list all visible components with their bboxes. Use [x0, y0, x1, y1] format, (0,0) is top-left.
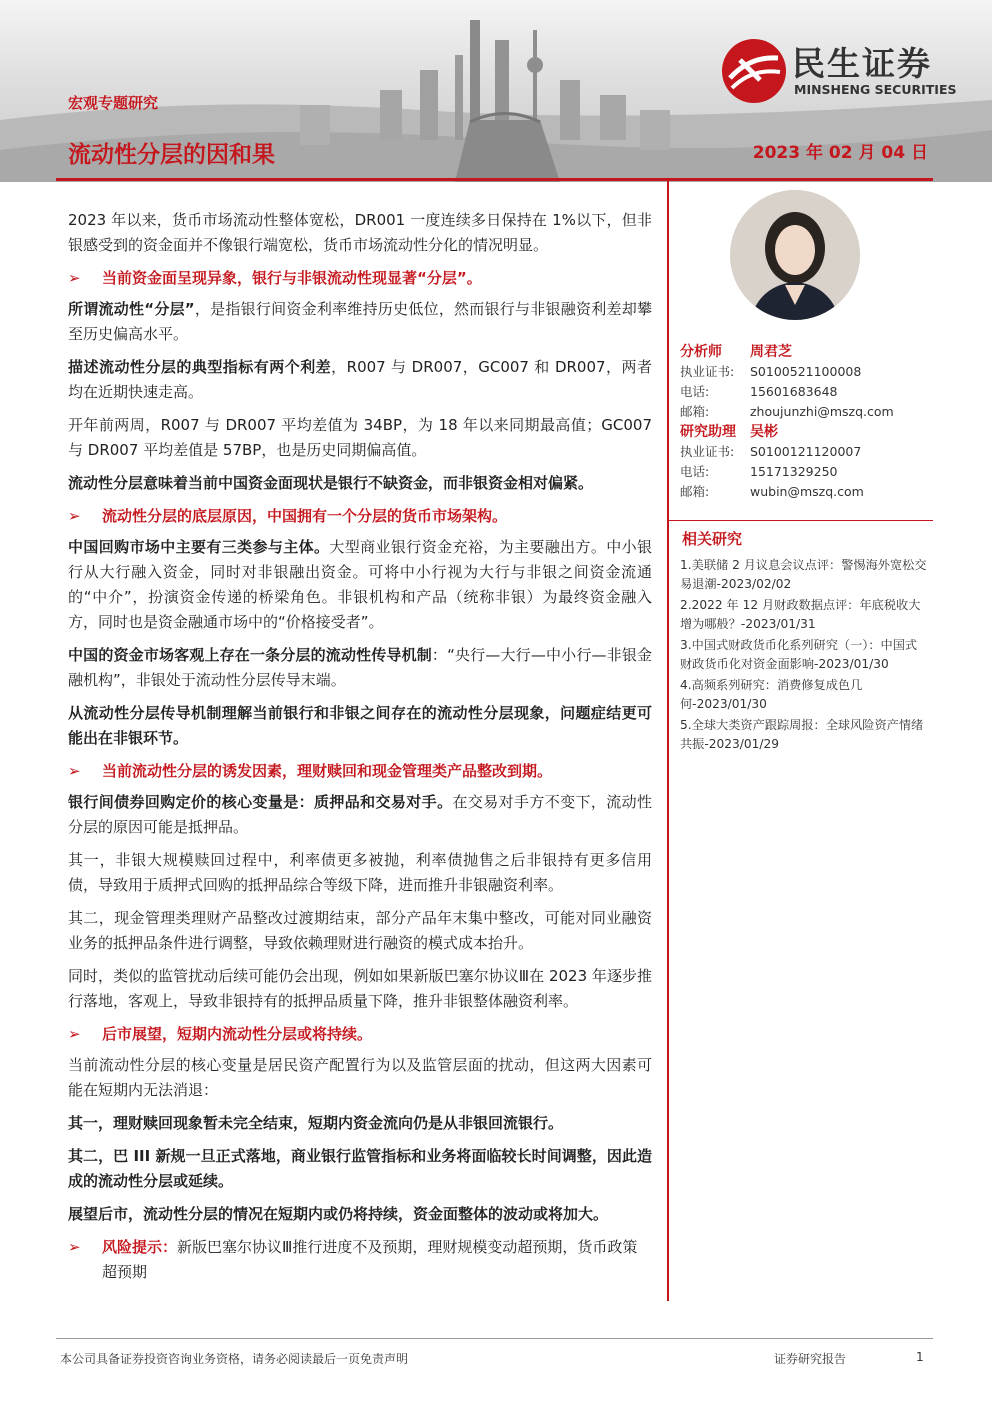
arrow-bullet-icon: ➢ — [68, 1025, 81, 1043]
report-title: 流动性分层的因和果 — [68, 142, 275, 168]
paragraph: 其一，非银大规模赎回过程中，利率债更多被抛，利率债抛售之后非银持有更多信用债，导致用于质押式回购的抵押品综合等级下降，进而推升非银融资利率。 — [68, 851, 652, 894]
brand-name-en: MINSHENG SECURITIES — [794, 82, 957, 97]
analyst-photo — [730, 190, 860, 320]
paragraph: 所谓流动性“分层”，是指银行间资金利率维持历史低位，然而银行与非银融资利差却攀至历史偏高水平。 — [68, 300, 652, 343]
header-banner — [0, 0, 992, 182]
assistant-email-row: 邮箱: wubin@mszq.com — [680, 482, 932, 502]
related-research-list — [680, 556, 928, 756]
related-item[interactable]: 2.2022 年 12 月财政数据点评：年底税收大增为哪般？-2023/01/31 — [680, 598, 921, 631]
paragraph: 从流动性分层传导机制理解当前银行和非银之间存在的流动性分层现象，问题症结更可能出在非银环节。 — [68, 704, 652, 747]
paragraph: 开年前两周，R007 与 DR007 平均差值为 34BP，为 18 年以来同期最高值；GC007 与 DR007 平均差值是 57BP，也是历史同期偏高值。 — [68, 416, 652, 459]
related-item[interactable]: 1.美联储 2 月议息会议点评：警惕海外宽松交易退潮-2023/02/02 — [680, 558, 927, 591]
page-number: 1 — [916, 1350, 924, 1364]
analyst-role-row: 分析师 周君芝 — [680, 344, 792, 360]
header-divider — [56, 178, 933, 181]
assistant-role-row: 研究助理 吴彬 — [680, 424, 778, 440]
paragraph: 其一，理财赎回现象暂未完全结束，短期内资金流向仍是从非银回流银行。 — [68, 1114, 564, 1132]
arrow-bullet-icon: ➢ — [68, 762, 81, 780]
email-link[interactable]: wubin@mszq.com — [750, 484, 864, 499]
highlight-point: ➢ 当前流动性分层的诱发因素，理财赎回和现金管理类产品整改到期。 — [68, 759, 652, 784]
analyst-cert-row: 执业证书: S0100521100008 — [680, 364, 862, 379]
assistant-phone-row: 电话: 15171329250 — [680, 464, 838, 479]
footer-divider — [56, 1338, 933, 1339]
paragraph: 其二，巴 III 新规一旦正式落地，商业银行监管指标和业务将面临较长时间调整，因此造成的流动性分层或延续。 — [68, 1147, 652, 1190]
analyst-phone-row: 电话: 15601683648 — [680, 384, 838, 399]
paragraph: 描述流动性分层的典型指标有两个利差，R007 与 DR007，GC007 和 DR007，两者均在近期快速走高。 — [68, 358, 652, 401]
paragraph: 流动性分层意味着当前中国资金面现状是银行不缺资金，而非银资金相对偏紧。 — [68, 474, 594, 492]
paragraph: 中国回购市场中主要有三类参与主体。大型商业银行资金充裕，为主要融出方。中小银行从大行融入资金，同时对非银融出资金。可将中小行视为大行与非银之间资金流通的“中介”，扮演资金传递的桥梁角色。非银机构和产品（统称非银）为最终资金融入方，同时也是资金融通市场中的“价格接受者”。 — [68, 538, 652, 631]
arrow-bullet-icon: ➢ — [68, 1238, 81, 1256]
footer-doc-type: 证券研究报告 — [774, 1352, 847, 1366]
paragraph: 展望后市，流动性分层的情况在短期内或仍将持续，资金面整体的波动或将加大。 — [68, 1205, 609, 1223]
highlight-point: ➢ 后市展望，短期内流动性分层或将持续。 — [68, 1022, 652, 1047]
paragraph: 银行间债券回购定价的核心变量是：质押品和交易对手。在交易对手方不变下，流动性分层的原因可能是抵押品。 — [68, 793, 652, 836]
paragraph: 其二，现金管理类理财产品整改过渡期结束，部分产品年末集中整改，可能对同业融资业务的抵押品条件进行调整，导致依赖理财进行融资的模式成本抬升。 — [68, 909, 652, 952]
footer-disclaimer: 本公司具备证券投资咨询业务资格，请务必阅读最后一页免责声明 — [60, 1352, 409, 1366]
highlight-point: ➢ 流动性分层的底层原因，中国拥有一个分层的货币市场架构。 — [68, 504, 652, 529]
email-link[interactable]: zhoujunzhi@mszq.com — [750, 404, 894, 419]
risk-warning: ➢ 风险提示：新版巴塞尔协议Ⅲ推行进度不及预期，理财规模变动超预期，货币政策超预期 — [68, 1235, 652, 1285]
highlight-point: ➢ 当前资金面呈现异象，银行与非银流动性现显著“分层”。 — [68, 266, 652, 291]
column-divider — [667, 181, 669, 1301]
sidebar-divider — [669, 520, 933, 521]
related-item[interactable]: 5.全球大类资产跟踪周报：全球风险资产情绪共振-2023/01/29 — [680, 718, 924, 751]
arrow-bullet-icon: ➢ — [68, 507, 81, 525]
arrow-bullet-icon: ➢ — [68, 269, 81, 287]
paragraph: 同时，类似的监管扰动后续可能仍会出现，例如如果新版巴塞尔协议Ⅲ在 2023 年逐步推行落地，客观上，导致非银持有的抵押品质量下降，推升非银整体融资利率。 — [68, 967, 652, 1010]
report-date: 2023 年 02 月 04 日 — [752, 143, 928, 163]
main-content — [68, 208, 652, 1291]
report-type: 宏观专题研究 — [68, 94, 159, 112]
related-research-title: 相关研究 — [682, 530, 743, 548]
assistant-cert-row: 执业证书: S0100121120007 — [680, 444, 862, 459]
analyst-info — [680, 342, 932, 502]
related-item[interactable]: 3.中国式财政货币化系列研究（一）：中国式财政货币化对资金面影响-2023/01/30 — [680, 638, 918, 671]
paragraph: 2023 年以来，货币市场流动性整体宽松，DR001 一度连续多日保持在 1%以下，但非银感受到的资金面并不像银行端宽松，货币市场流动性分化的情况明显。 — [68, 211, 652, 254]
brand-name-cn: 民生证券 — [792, 44, 932, 83]
analyst-email-row: 邮箱: zhoujunzhi@mszq.com — [680, 402, 932, 422]
paragraph: 当前流动性分层的核心变量是居民资产配置行为以及监管层面的扰动，但这两大因素可能在短期内无法消退： — [68, 1056, 652, 1099]
related-item[interactable]: 4.高频系列研究：消费修复成色几何-2023/01/30 — [680, 678, 863, 711]
paragraph: 中国的资金市场客观上存在一条分层的流动性传导机制：“央行—大行—中小行—非银金融机构”，非银处于流动性分层传导末端。 — [68, 646, 652, 689]
